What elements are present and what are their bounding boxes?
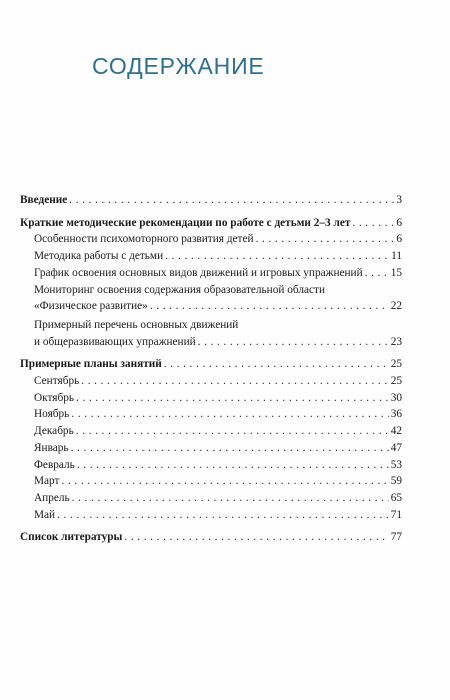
dot-leader [365,265,389,282]
dot-leader [124,529,388,546]
toc-entry-label: и общеразвивающих упражнений [34,335,196,348]
toc-entry-page: 59 [390,475,402,488]
toc-entry-label: Примерные планы занятий [20,358,162,371]
toc-month-entry[interactable] [20,373,402,390]
dot-leader [77,457,389,474]
toc-entry-page: 23 [390,335,402,348]
toc-entry-page: 30 [390,391,402,404]
toc-entry-introduction[interactable] [20,192,402,209]
toc-entry-page: 11 [391,250,402,263]
toc-month-entry[interactable] [20,406,402,423]
toc-entry-page: 77 [390,531,402,544]
toc-entry-label: Октябрь [34,391,75,404]
dot-leader [150,298,389,315]
dot-leader [76,423,389,440]
toc-entry-recommendations[interactable] [20,215,402,232]
toc-subentry[interactable] [20,265,402,282]
dot-leader [165,248,389,265]
toc-subentry[interactable] [20,231,402,248]
dot-leader [62,473,389,490]
toc-subentry-line[interactable]: Примерный перечень основных движений [34,318,239,331]
dot-leader [71,406,388,423]
toc-month-entry[interactable] [20,490,402,507]
toc-entry-label: Март [34,475,60,488]
toc-entry-page: 15 [390,266,402,279]
toc-entry-label: Декабрь [34,425,74,438]
toc-entry-label: Введение [20,194,68,206]
toc-entry-page: 36 [390,408,402,421]
dot-leader [69,192,394,209]
toc-entry-label: Февраль [34,458,75,471]
toc-entry-page: 6 [396,216,402,229]
dot-leader [57,507,389,524]
toc-entry-label: Сентябрь [34,375,80,388]
dot-leader [198,334,389,351]
toc-entry-page: 53 [390,458,402,471]
toc-entry-label: Список литературы [20,531,123,544]
toc-entry-page: 25 [390,358,402,371]
toc-entry-page: 22 [390,300,402,313]
toc-entry-page: 6 [396,233,402,246]
toc-entry-label: График освоения основных видов движений и игровых упражнений [34,266,363,279]
toc-subentry[interactable] [20,334,402,351]
toc-entry-literature[interactable] [20,529,402,546]
toc-month-entry[interactable] [20,440,402,457]
toc-entry-lesson-plans[interactable] [20,356,402,373]
page-title: СОДЕРЖАНИЕ [92,53,265,80]
toc-entry-page: 25 [390,375,402,388]
toc-entry-label: Апрель [34,491,70,504]
toc-entry-page: 42 [390,425,402,438]
table-of-contents [20,192,402,546]
toc-entry-page: 71 [390,508,402,521]
toc-month-entry[interactable] [20,507,402,524]
toc-month-entry[interactable] [20,473,402,490]
dot-leader [352,215,394,232]
toc-entry-label: Январь [34,441,69,454]
toc-entry-page: 65 [390,491,402,504]
toc-month-entry[interactable] [20,423,402,440]
toc-entry-page: 47 [390,441,402,454]
dot-leader [76,390,389,407]
toc-entry-label: Краткие методические рекомендации по работе с детьми 2–3 лет [20,216,351,229]
toc-entry-label: «Физическое развитие» [34,300,148,313]
toc-entry-label: Методика работы с детьми [34,250,164,263]
toc-entry-label: Ноябрь [34,408,70,421]
toc-month-entry[interactable] [20,390,402,407]
toc-month-entry[interactable] [20,457,402,474]
toc-subentry-line[interactable]: Мониторинг освоения содержания образовательной области [34,283,326,296]
dot-leader [164,356,389,373]
toc-subentry[interactable] [20,248,402,265]
toc-entry-page: 3 [396,194,402,206]
dot-leader [71,440,389,457]
dot-leader [72,490,389,507]
dot-leader [256,231,395,248]
toc-subentry[interactable] [20,298,402,315]
toc-entry-label: Май [34,508,56,521]
toc-entry-label: Особенности психомоторного развития детей [34,233,254,246]
dot-leader [81,373,388,390]
